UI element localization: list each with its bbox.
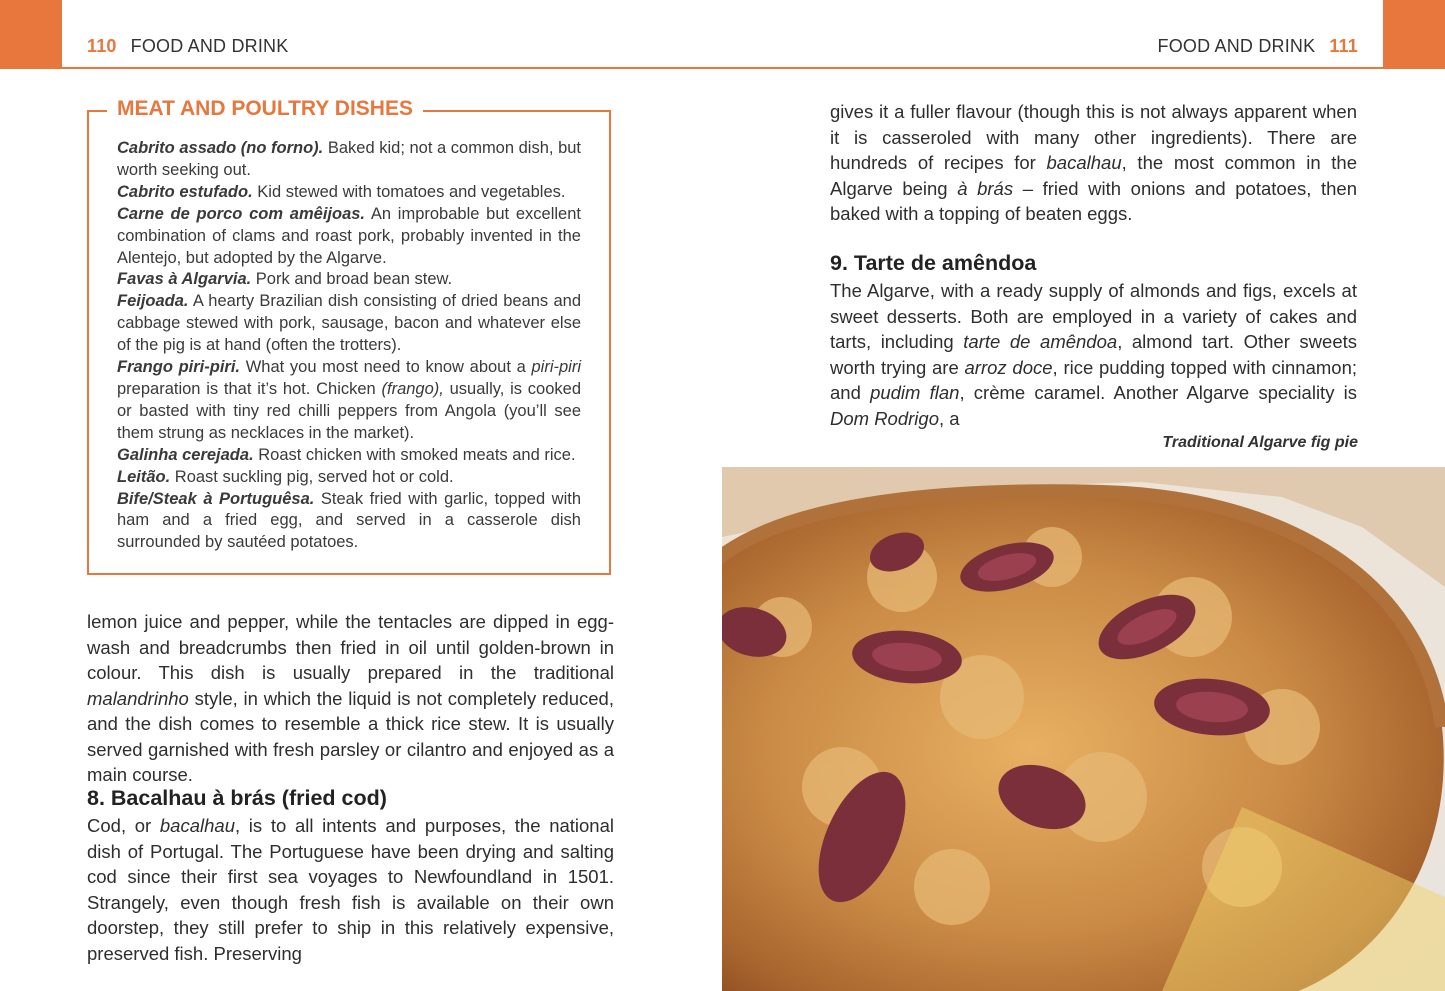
text-italic: malandrinho (87, 687, 189, 709)
header-rule (62, 67, 722, 69)
right-page (722, 0, 1445, 991)
text-italic: à brás (957, 177, 1014, 199)
text-run: , almond tart. Other sweets worth trying are (830, 331, 1357, 378)
header-rule (722, 67, 1383, 69)
dish-desc: An improbable but excellent combination of clams and roast pork, probably invented in the Alentejo, but adopted by the Algarve. (117, 204, 581, 267)
text-italic: Dom Rodrigo (830, 407, 939, 429)
dish-term: Galinha cerejada. (117, 445, 254, 464)
text-run: , a (939, 407, 960, 429)
dish-desc: Pork and broad bean stew. (251, 270, 453, 289)
dish-term: Feijoada. (117, 292, 189, 311)
dish-desc: usually, is cooked or basted with tiny red chilli peppers from Angola (you’ll see them strung as necklaces in the market). (117, 379, 581, 442)
body-paragraph (830, 99, 1357, 227)
dish-entry (117, 467, 581, 489)
running-header-right (1158, 36, 1358, 57)
text-italic: bacalhau (1046, 152, 1122, 173)
text-run: gives it a fuller flavour (though this is not always apparent when it is casseroled with many other ingredients). There are hundreds of recipes for (830, 101, 1357, 173)
dish-desc: What you most need to know about a (240, 358, 532, 377)
dish-desc-italic: piri-piri (531, 358, 581, 377)
dish-entry (117, 357, 581, 445)
text-italic: tarte de amêndoa (963, 331, 1118, 352)
dish-entry (117, 138, 581, 182)
sidebar-box-meat-dishes (87, 97, 611, 575)
body-paragraph (87, 609, 614, 788)
dish-desc: Roast suckling pig, served hot or cold. (170, 467, 454, 486)
dish-desc: A hearty Brazilian dish consisting of dried beans and cabbage stewed with pork, sausage, bacon and whatever else of the pig is at hand (often the trotters). (117, 292, 581, 355)
dish-term: Cabrito assado (no forno). (117, 139, 324, 157)
left-page (0, 0, 722, 991)
dish-entry (117, 291, 581, 357)
text-run: , the most common in the Algarve being (830, 152, 1358, 199)
dish-desc-italic: (frango), (381, 379, 444, 398)
text-run: style, in which the liquid is not completely reduced, and the dish comes to resemble a thick rice stew. It is usually served garnished with fresh parsley or cilantro and enjoyed as a main course. (87, 687, 614, 785)
page-number: 110 (87, 36, 117, 56)
text-run: Cod, or (87, 815, 160, 836)
text-italic: arroz doce (964, 356, 1053, 378)
text-run: , is to all intents and purposes, the national dish of Portugal. The Portuguese have been drying and salting cod since their first sea voyages to Newfoundland in 1501. Strangely, even though fresh fish is available on their own doorstep, they still prefer to ship in this relatively expensive, preserved fish. Preserving (87, 815, 614, 964)
dish-entry (117, 269, 581, 291)
body-paragraph (87, 813, 614, 966)
text-run: The Algarve, with a ready supply of almonds and figs, excels at sweet desserts. Both are employed in a variety of cakes and tarts, including (830, 280, 1357, 352)
box-body (117, 138, 581, 554)
page-number: 111 (1329, 36, 1358, 56)
photo-caption: Traditional Algarve fig pie (1162, 434, 1358, 451)
dish-entry (117, 489, 581, 555)
dish-term: Frango piri-piri. (117, 358, 241, 377)
box-title: MEAT AND POULTRY DISHES (107, 97, 423, 121)
dish-desc: preparation is that it’s hot. Chicken (117, 379, 382, 398)
dish-desc: Baked kid; not a common dish, but worth seeking out. (117, 139, 582, 179)
dish-term: Leitão. (117, 467, 171, 486)
page-edge-tab (0, 0, 62, 69)
text-run: lemon juice and pepper, while the tentacles are dipped in egg-wash and breadcrumbs then fried in oil until golden-brown in colour. This dish is usually prepared in the traditional (87, 611, 614, 683)
text-run: , rice pudding topped with cinnamon; and (830, 356, 1357, 403)
running-header-left (87, 36, 288, 57)
dish-desc: Kid stewed with tomatoes and vegetables. (252, 182, 566, 201)
dish-desc: Roast chicken with smoked meats and rice. (253, 445, 576, 464)
dish-entry (117, 204, 581, 270)
text-run: – fried with onions and potatoes, then baked with a topping of beaten eggs. (830, 177, 1357, 224)
text-run: , crème caramel. Another Algarve speciality is (959, 382, 1357, 403)
dish-term: Cabrito estufado. (117, 182, 253, 201)
running-head-title: FOOD AND DRINK (130, 36, 289, 56)
page-edge-tab (1383, 0, 1445, 69)
section-heading-bacalhau: 8. Bacalhau à brás (fried cod) (87, 786, 387, 810)
body-paragraph (830, 278, 1357, 431)
dish-term: Carne de porco com amêijoas. (117, 204, 366, 223)
dish-entry (117, 182, 581, 204)
fig-pie-photo (722, 467, 1445, 991)
running-head-title: FOOD AND DRINK (1157, 36, 1316, 56)
dish-term: Bife/Steak à Portuguêsa. (117, 489, 315, 508)
dish-entry (117, 445, 581, 467)
fig-pie-illustration (722, 467, 1445, 991)
dish-desc: Steak fried with garlic, topped with ham and a fried egg, and served in a casserole dish surrounded by sautéed potatoes. (117, 489, 581, 552)
section-heading-tarte: 9. Tarte de amêndoa (830, 251, 1037, 275)
text-italic: bacalhau (159, 815, 235, 836)
dish-term: Favas à Algarvia. (117, 270, 252, 289)
text-italic: pudim flan (870, 382, 960, 403)
